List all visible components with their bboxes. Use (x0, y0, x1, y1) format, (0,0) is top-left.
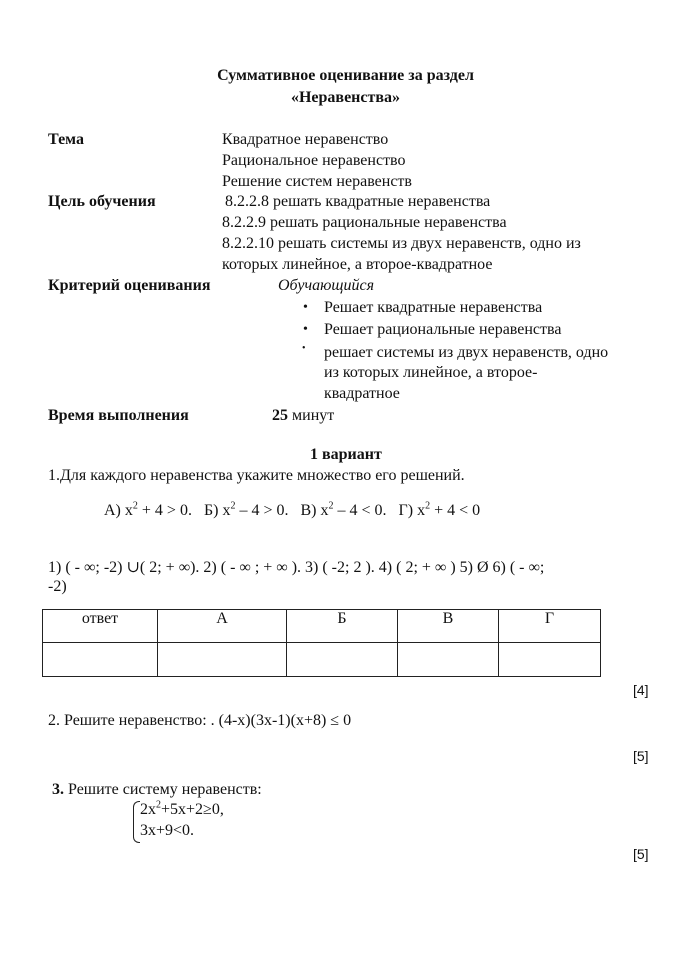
ineq-d: Г) $x^2 + 4 < 0$ (398, 500, 481, 519)
header-cell: ответ (43, 610, 158, 643)
ineq-a: А) $x^2 + 4 > 0$. (104, 500, 192, 519)
header-cell: Г (499, 610, 601, 643)
header-cell: Б (287, 610, 398, 643)
answer-cell[interactable] (287, 643, 398, 677)
bullet-icon: • (303, 322, 308, 337)
answer-table (42, 609, 601, 677)
q3-prompt: Решите систему неравенств: (64, 781, 262, 798)
criteria-item: Решает рациональные неравенства (324, 321, 562, 338)
bullet-icon: • (303, 300, 308, 315)
q1-inequalities (104, 502, 480, 520)
topic-line: Рациональное неравенство (222, 152, 406, 169)
goal-label: Цель обучения (48, 193, 156, 210)
q1-options-cont: -2) (48, 578, 67, 595)
answer-table-row (43, 643, 601, 677)
topic-line: Решение систем неравенств (222, 173, 412, 190)
time-label: Время выполнения (48, 407, 189, 424)
answer-cell[interactable] (398, 643, 499, 677)
answer-table-header (43, 610, 601, 643)
goal-line: которых линейное, а второе-квадратное (222, 256, 493, 273)
q1-text: 1.Для каждого неравенства укажите множество его решений. (48, 467, 465, 484)
criteria-item: Решает квадратные неравенства (324, 299, 543, 316)
page-subtitle: «Неравенства» (290, 89, 400, 106)
ineq-c: В) $x^2 - 4 < 0$. (300, 500, 387, 519)
header-cell: В (398, 610, 499, 643)
bullet-icon: • (302, 343, 306, 354)
criteria-item: решает системы из двух неравенств, одно (324, 344, 609, 361)
topic-label: Тема (48, 131, 84, 148)
q3-text (52, 781, 262, 799)
criteria-item-cont: квадратное (324, 385, 400, 402)
q2-score: [5] (633, 748, 649, 764)
answer-cell[interactable] (158, 643, 287, 677)
goal-line: 8.2.2.10 решать системы из двух неравенств, одно из (222, 235, 581, 252)
system-line-1: $2x^2+5x+2\ge 0$, (140, 799, 224, 818)
header-cell: А (158, 610, 287, 643)
topic-line: Квадратное неравенство (222, 131, 389, 148)
page-title: Суммативное оценивание за раздел (217, 67, 474, 84)
answer-cell[interactable] (499, 643, 601, 677)
variant-title: 1 вариант (310, 446, 382, 463)
goal-line: 8.2.2.9 решать рациональные неравенства (222, 214, 507, 231)
time-unit: минут (292, 407, 335, 424)
q1-options: 1) ( - ∞; -2) ∪( 2; + ∞). 2) ( - ∞ ; + ∞ ). 3) ( -2; 2 ). 4) ( 2; + ∞ ) 5) Ø 6) ( - ∞; (48, 559, 545, 576)
q2-text: 2. Решите неравенство: . (4-x)(3x-1)(x+8) ≤ 0 (48, 712, 352, 729)
criteria-label: Критерий оценивания (48, 277, 211, 294)
q1-score: [4] (633, 682, 649, 698)
goal-line: 8.2.2.8 решать квадратные неравенства (225, 193, 491, 210)
ineq-b: Б) $x^2 - 4 > 0$. (203, 500, 289, 519)
q3-number: 3. (52, 781, 64, 798)
system-brace (133, 801, 140, 843)
criteria-item-cont: из которых линейное, а второе- (324, 364, 538, 381)
system-line-2: 3x+9<0. (140, 822, 195, 839)
time-value (272, 407, 334, 425)
time-number: 25 (272, 407, 288, 424)
answer-cell[interactable] (43, 643, 158, 677)
criteria-intro: Обучающийся (278, 277, 375, 294)
q3-score: [5] (633, 846, 649, 862)
